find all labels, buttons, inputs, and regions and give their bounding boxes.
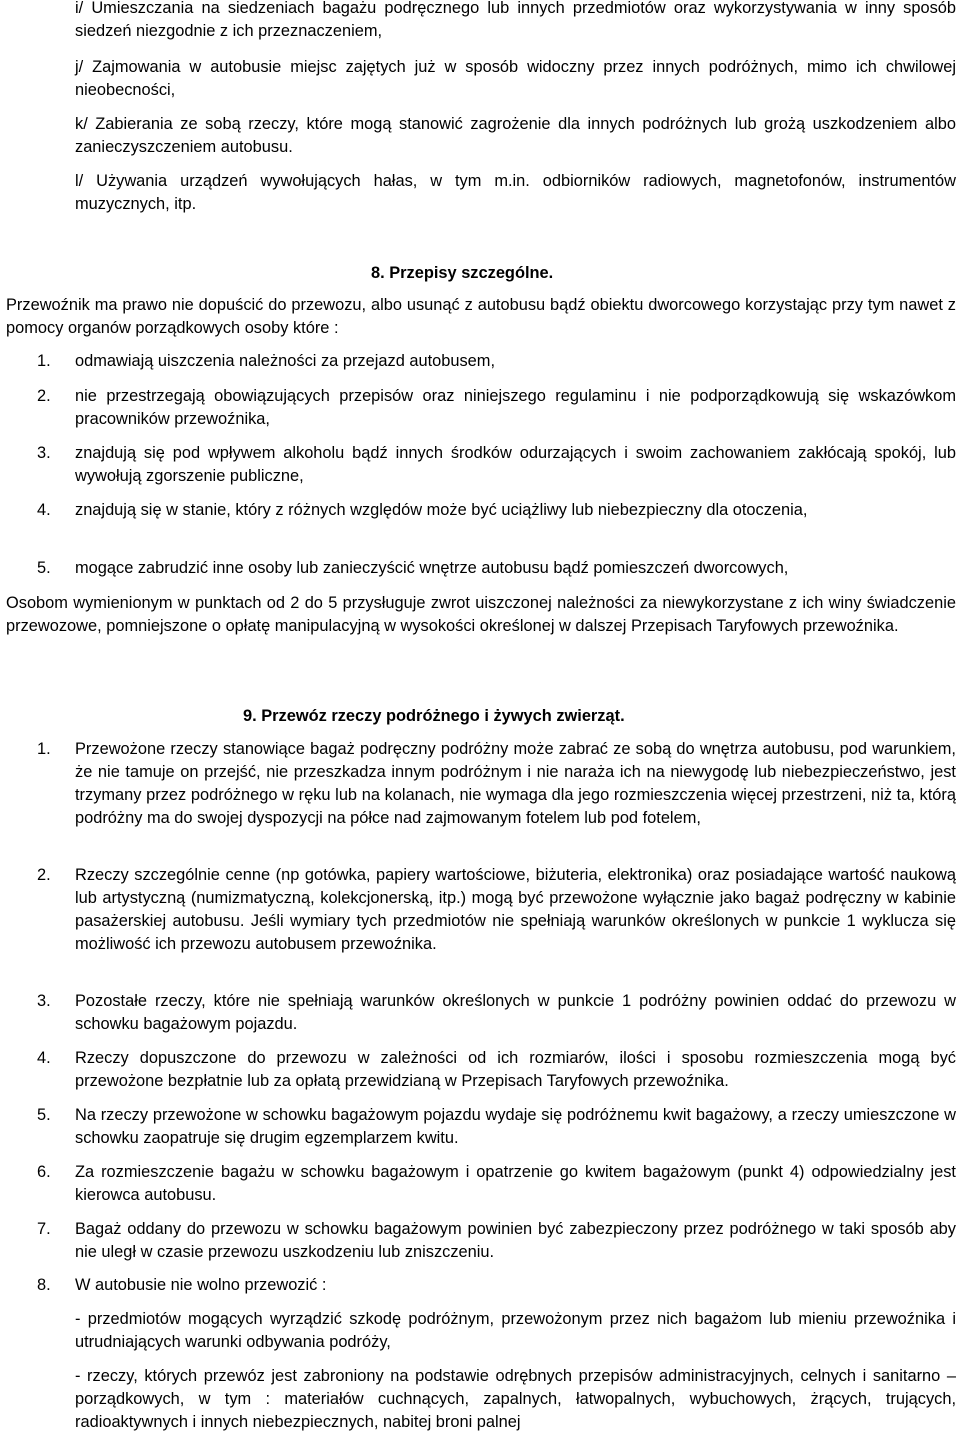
item-number: 4. [37,1049,51,1067]
list-item-j: j/ Zajmowania w autobusie miejsc zajętych już w sposób widoczny przez innych podróżnych, mimo ich chwilowej nieobecności, [75,58,956,99]
item-number: 7. [37,1220,51,1238]
list-item-i: i/ Umieszczania na siedzeniach bagażu podręcznego lub innych przedmiotów oraz wykorzystywania w inny sposób siedzeń niezgodnie z ich przeznaczeniem, [75,0,956,40]
item-number: 8. [37,1276,51,1294]
item-number: 2. [37,387,51,405]
item-number: 5. [37,1106,51,1124]
section-8-closing: Osobom wymienionym w punktach od 2 do 5 przysługuje zwrot uiszczonej należności za niewykorzystane z ich winy świadczenie przewozowe, pomniejszone o opłatę manipulacyjną w wysokości określonej w dalszej Przepisach Taryfowych przewoźnika. [6,594,956,635]
item-text: Rzeczy dopuszczone do przewozu w zależności od ich rozmiarów, ilości i sposobu rozmieszczenia mogą być przewożone bezpłatnie lub za opłatą przewidzianą w Przepisach Taryfowych przewoźnika. [75,1049,956,1090]
item-text: nie przestrzegają obowiązujących przepisów oraz niniejszego regulaminu i nie podporządkowują się wskazówkom pracowników przewoźnika, [75,387,956,428]
item-number: 1. [37,352,51,370]
item-text: Na rzeczy przewożone w schowku bagażowym pojazdu wydaje się podróżnemu kwit bagażowy, a rzeczy umieszczone w schowku zaopatruje się drugim egzemplarzem kwitu. [75,1106,956,1147]
subitem-text: - rzeczy, których przewóz jest zabroniony na podstawie odrębnych przepisów administracyjnych, celnych i sanitarno – porządkowych, w tym : materiałów cuchnących, zapalnych, łatwopalnych, wybuchowych, żrących, trujących, radioaktywnych i innych niebezpiecznych, nabitej broni palnej [75,1367,956,1431]
item-number: 2. [37,866,51,884]
subitem-text: - przedmiotów mogących wyrządzić szkodę podróżnym, przewożonym przez nich bagażom lub mieniu przewoźnika i utrudniających warunki odbywania podróży, [75,1310,956,1351]
section-8-intro: Przewoźnik ma prawo nie dopuścić do przewozu, albo usunąć z autobusu bądź obiektu dworcowego korzystając przy tym nawet z pomocy organów porządkowych osoby które : [6,296,956,337]
item-number: 4. [37,501,51,519]
list-item-l: l/ Używania urządzeń wywołujących hałas, w tym m.in. odbiorników radiowych, magnetofonów, instrumentów muzycznych, itp. [75,172,956,213]
item-text: Pozostałe rzeczy, które nie spełniają warunków określonych w punkcie 1 podróżny powinien oddać do przewozu w schowku bagażowym pojazdu. [75,992,956,1033]
item-text: znajdują się w stanie, który z różnych względów może być uciążliwy lub niebezpieczny dla otoczenia, [75,501,808,519]
item-text: Bagaż oddany do przewozu w schowku bagażowym powinien być zabezpieczony przez podróżnego w taki sposób aby nie uległ w czasie przewozu uszkodzeniu lub zniszczeniu. [75,1220,956,1261]
item-number: 3. [37,992,51,1010]
item-text: Rzeczy szczególnie cenne (np gotówka, papiery wartościowe, biżuteria, elektronika) oraz posiadające wartość naukową lub artystyczną (numizmatyczną, kolekcjonerską, itp.) mogą być przewożone wyłącznie jako bagaż podręczny w kabinie pasażerskiej autobusu. Jeśli wymiary tych przedmiotów nie spełniają warunków określonych w punkcie 1 wyklucza się możliwość ich przewozu autobusem przewoźnika. [75,866,956,953]
item-number: 5. [37,559,51,577]
item-number: 6. [37,1163,51,1181]
item-text: mogące zabrudzić inne osoby lub zanieczyścić wnętrze autobusu bądź pomieszczeń dworcowych, [75,559,789,577]
item-text: znajdują się pod wpływem alkoholu bądź innych środków odurzających i swoim zachowaniem zakłócają spokój, lub wywołują zgorszenie publiczne, [75,444,956,485]
item-text: Przewożone rzeczy stanowiące bagaż podręczny podróżny może zabrać ze sobą do wnętrza autobusu, pod warunkiem, że nie tamuje on przejść, nie przeszkadza innym podróżnym i nie naraża ich na niewygodę lub niebezpieczeństwo, jest trzymany przez podróżnego w ręku lub na kolanach, nie wymaga dla jego rozmieszczenia więcej przestrzeni, niż ta, którą podróżny ma do swojej dyspozycji na półce nad zajmowanym fotelem lub pod fotelem, [75,740,956,827]
section-8-heading: 8. Przepisy szczególne. [371,264,554,282]
item-text: W autobusie nie wolno przewozić : [75,1276,327,1294]
item-text: odmawiają uiszczenia należności za przejazd autobusem, [75,352,496,370]
item-text: Za rozmieszczenie bagażu w schowku bagażowym i opatrzenie go kwitem bagażowym (punkt 4) odpowiedzialny jest kierowca autobusu. [75,1163,956,1204]
item-number: 1. [37,740,51,758]
item-number: 3. [37,444,51,462]
list-item-k: k/ Zabierania ze sobą rzeczy, które mogą stanowić zagrożenie dla innych podróżnych lub grożą uszkodzeniem albo zanieczyszczeniem autobusu. [75,115,956,156]
section-9-heading: 9. Przewóz rzeczy podróżnego i żywych zwierząt. [243,707,625,725]
